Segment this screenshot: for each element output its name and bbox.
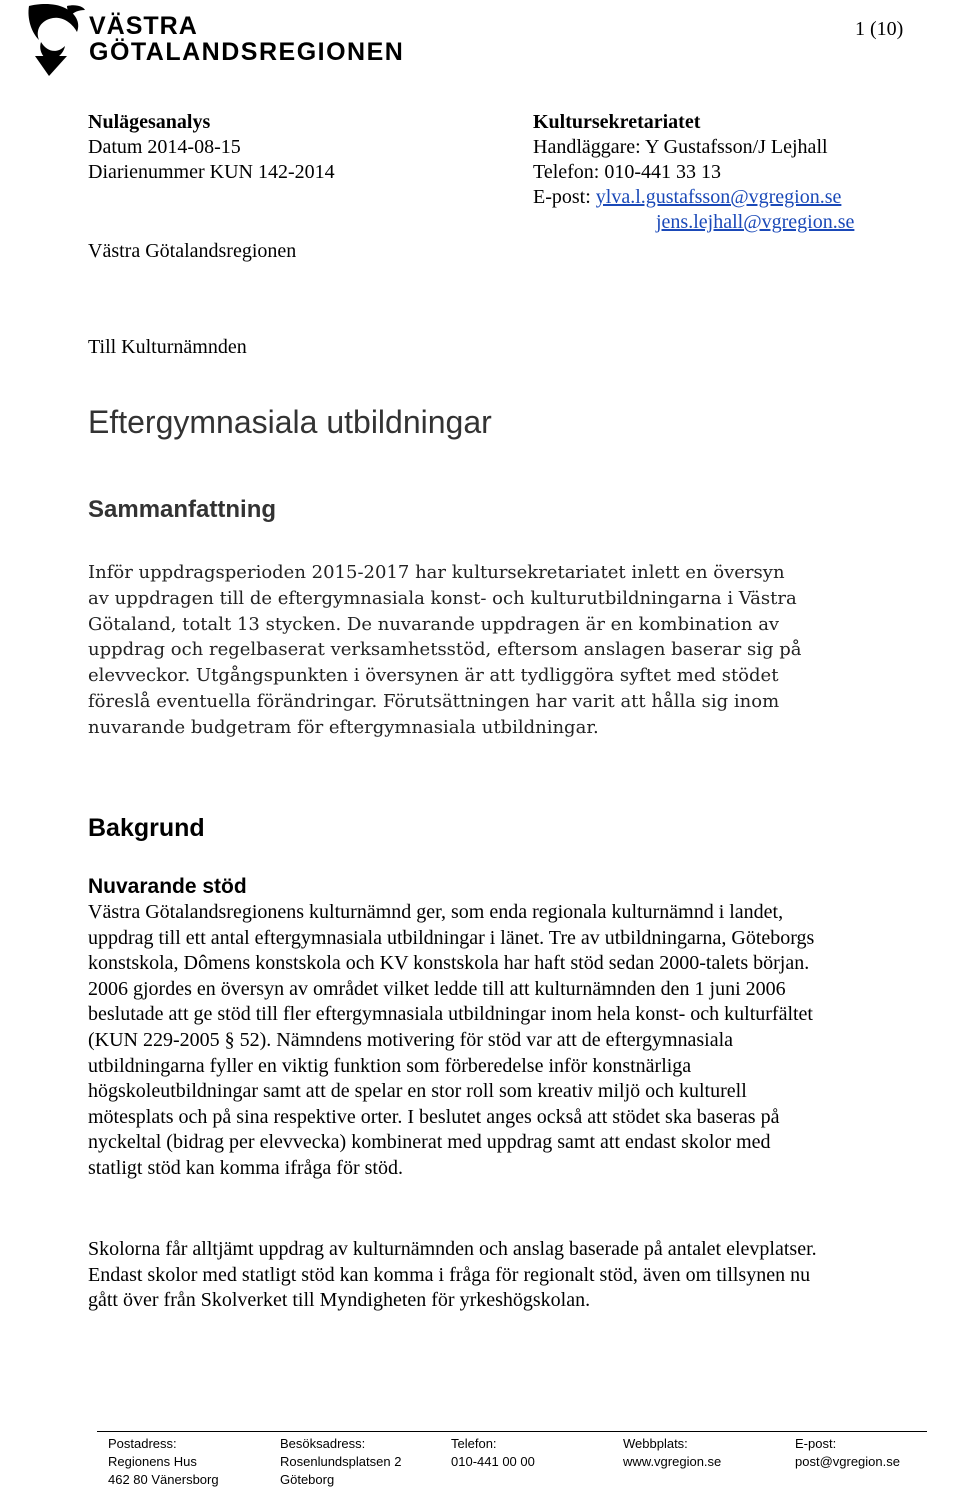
footer-email-label: E-post: [795,1436,837,1451]
footer-phone-line1: 010-441 00 00 [451,1454,535,1469]
footer-visit-line2: Göteborg [280,1472,335,1487]
phone: Telefon: 010-441 33 13 [533,161,722,183]
doc-type: Nulägesanalys [88,111,211,133]
footer-visit [280,1435,401,1489]
logo-line-2: GÖTALANDSREGIONEN [89,38,405,66]
page-number: 1 (10) [855,18,904,40]
footer-web [623,1435,721,1471]
email-link-2[interactable]: jens.lejhall@vgregion.se [656,211,855,233]
footer-postal-label: Postadress: [108,1436,177,1451]
footer-web-link[interactable]: www.vgregion.se [623,1454,722,1469]
footer-postal [108,1435,219,1489]
footer-web-label: Webbplats: [623,1436,688,1451]
doc-date: Datum 2014-08-15 [88,136,241,158]
footer-postal-line1: Regionens Hus [108,1454,197,1469]
background-paragraph-1: Västra Götalandsregionens kulturnämnd ger, som enda regionala kulturnämnd i landet, uppdrag till ett antal eftergymnasiala utbildningar i länet. Tre av utbildningarna, Göteborgs konstskola, Dômens konstskola och KV konstskola har haft stöd sedan 2000-talets början. 2006 gjordes en översyn av området vilket ledde till att kulturnämnden den 1 juni 2006 beslutade att ge stöd till fler eftergymnasiala utbildningar inom hela konst- och kulturfältet (KUN 229-2005 § 52). Nämndens motivering för stöd var att de eftergymnasiala utbildningarna fyller en viktig funktion som förberedelse inför konstnärliga högskoleutbildningar samt att de spelar en stor roll som kreativ miljö och kulturell mötesplats och på sina respektive orter. I beslutet anges också att stödet ska baseras på nyckeltal (bidrag per elevvecka) kombinerat med uppdrag samt att endast skolor med statligt stöd kan komma ifråga för stöd. [88,901,815,1179]
footer-phone-label: Telefon: [451,1436,497,1451]
recipient: Till Kulturnämnden [88,336,247,358]
footer-visit-line1: Rosenlundsplatsen 2 [280,1454,402,1469]
logo-line-1: VÄSTRA [89,12,198,40]
footer-email-link[interactable]: post@vgregion.se [795,1454,900,1469]
document-title: Eftergymnasiala utbildningar [88,404,492,440]
footer-postal-line2: 462 80 Vänersborg [108,1472,219,1487]
footer-phone [451,1435,535,1471]
meta-right [533,110,854,235]
handlers: Handläggare: Y Gustafsson/J Lejhall [533,136,828,158]
summary-heading: Sammanfattning [88,496,277,523]
diary-number: Diarienummer KUN 142-2014 [88,161,335,183]
vgr-logo [27,2,405,78]
vgr-swirl-icon [27,2,87,78]
current-support-heading: Nuvarande stöd [88,875,247,898]
background-paragraph-2: Skolorna får alltjämt uppdrag av kulturnämnden och anslag baserade på antalet elevplatser. Endast skolor med statligt stöd kan komma i fråga för regionalt stöd, även om tillsynen nu gått över från Skolverket till Myndigheten för yrkeshögskolan. [88,1238,817,1312]
background-heading: Bakgrund [88,814,205,842]
footer-visit-label: Besöksadress: [280,1436,366,1451]
meta-left [88,110,335,185]
summary-text: Inför uppdragsperioden 2015-2017 har kultursekretariatet inlett en översyn av uppdragen till de eftergymnasiala konst- och kulturutbildningarna i Västra Götaland, totalt 13 stycken. De nuvarande uppdragen är en kombination av uppdrag och regelbaserat verksamhetsstöd, eftersom anslagen baserar sig på elevveckor. Utgångspunkten i översynen är att tydliggöra syftet med stödet föreslå eventuella förändringar. Förutsättningen har varit att hålla sig inom nuvarande budgetram för eftergymnasiala utbildningar. [88,562,802,738]
department: Kultursekretariatet [533,111,701,133]
footer-email [795,1435,900,1471]
footer-divider [97,1431,927,1432]
email-link-1[interactable]: ylva.l.gustafsson@vgregion.se [595,186,842,208]
organisation: Västra Götalandsregionen [88,240,297,262]
email-label: E-post: [533,186,596,208]
